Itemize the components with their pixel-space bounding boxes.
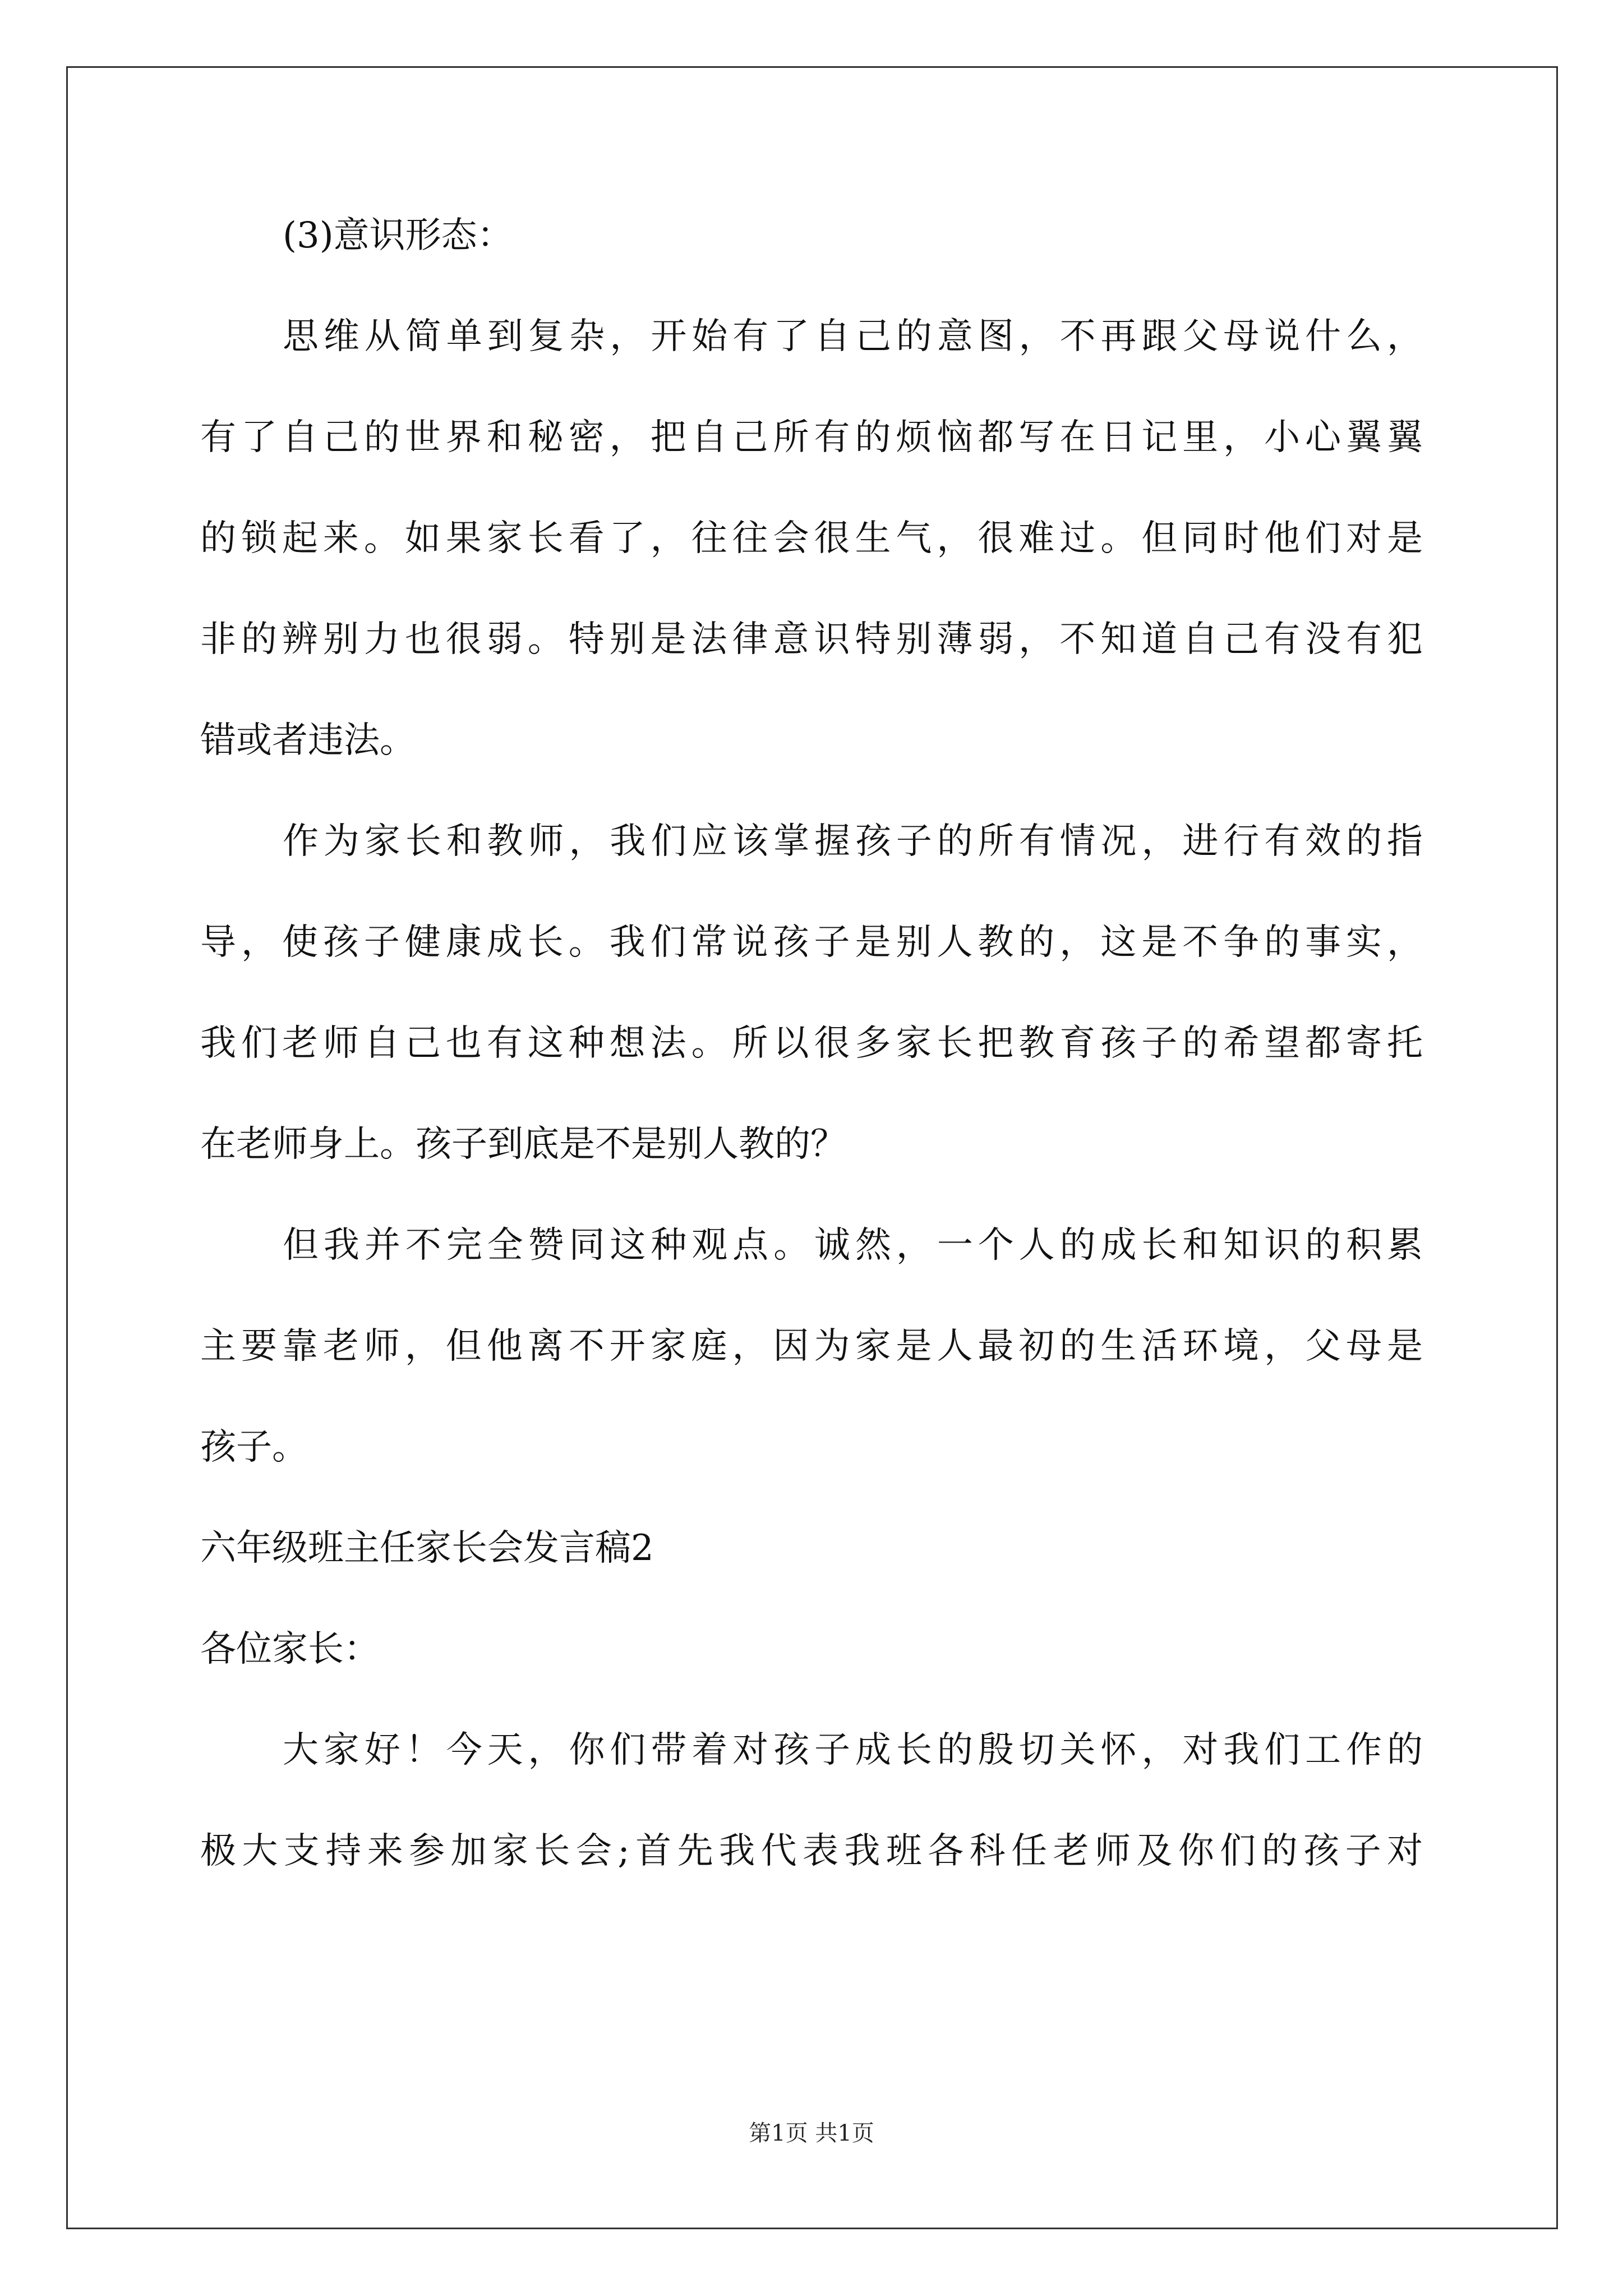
article-title: 六年级班主任家长会发言稿2 xyxy=(200,1527,654,1569)
paragraph-line: 大家好！今天，你们带着对孩子成长的殷切关怀，对我们工作的 xyxy=(283,1729,1423,1771)
paragraph-line: 在老师身上。孩子到底是不是别人教的？ xyxy=(200,1124,846,1165)
paragraph-line: 作为家长和教师，我们应该掌握孩子的所有情况，进行有效的指 xyxy=(283,821,1423,862)
paragraph-line: 有了自己的世界和秘密，把自己所有的烦恼都写在日记里，小心翼翼 xyxy=(200,417,1423,458)
paragraph-line: 非的辨别力也很弱。特别是法律意识特别薄弱，不知道自己有没有犯 xyxy=(200,619,1423,660)
paragraph-line: 主要靠老师，但他离不开家庭，因为家是人最初的生活环境，父母是 xyxy=(200,1326,1423,1367)
paragraph-line: 导，使孩子健康成长。我们常说孩子是别人教的，这是不争的事实， xyxy=(200,922,1423,963)
section-heading: (3)意识形态： xyxy=(283,215,513,256)
paragraph-line: 错或者违法。 xyxy=(200,720,416,761)
paragraph-line: 孩子。 xyxy=(200,1427,308,1468)
paragraph-line: 但我并不完全赞同这种观点。诚然，一个人的成长和知识的积累 xyxy=(283,1225,1423,1266)
paragraph-line: 思维从简单到复杂，开始有了自己的意图，不再跟父母说什么， xyxy=(283,316,1423,357)
paragraph-line: 极大支持来参加家长会;首先我代表我班各科任老师及你们的孩子对 xyxy=(200,1830,1423,1872)
salutation: 各位家长： xyxy=(200,1628,380,1670)
paragraph-line: 我们老师自己也有这种想法。所以很多家长把教育孩子的希望都寄托 xyxy=(200,1023,1423,1064)
page-footer: 第1页 共1页 xyxy=(749,2120,874,2146)
paragraph-line: 的锁起来。如果家长看了，往往会很生气，很难过。但同时他们对是 xyxy=(200,518,1423,559)
